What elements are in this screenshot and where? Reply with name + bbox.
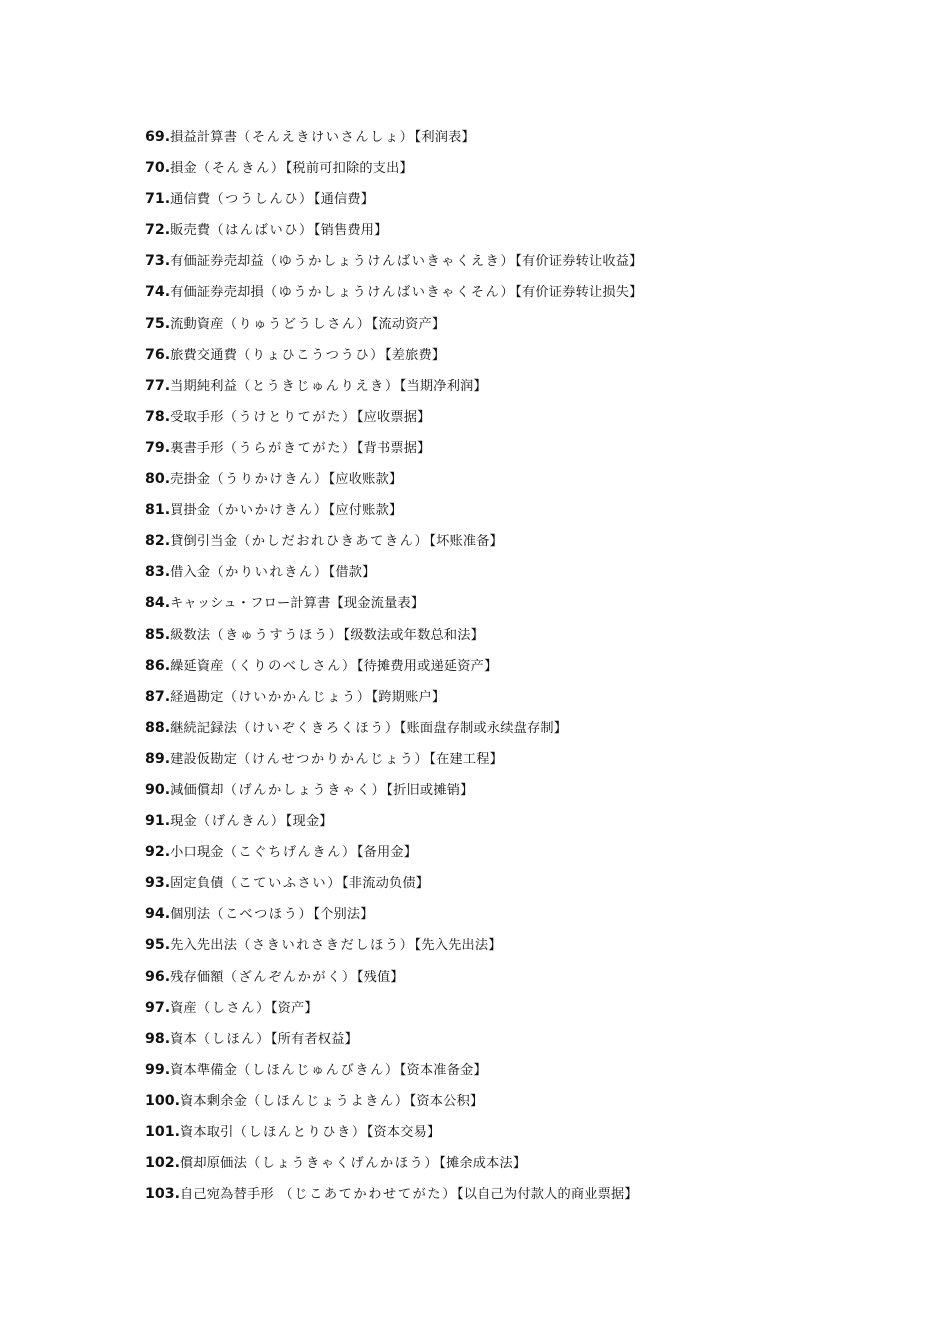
glossary-entry	[145, 279, 925, 310]
chinese-meaning: 【当期净利润】	[399, 378, 487, 394]
kana-reading: （けいぞくきろくほう）	[237, 720, 400, 736]
glossary-entry	[145, 311, 925, 342]
glossary-entry	[145, 653, 925, 684]
japanese-term: 販売費	[170, 223, 211, 239]
glossary-entry	[145, 684, 925, 715]
chinese-meaning: 【现金】	[285, 814, 333, 830]
chinese-meaning: 【有价证券转让损失】	[515, 285, 643, 301]
glossary-entry	[145, 746, 925, 777]
entry-number: 82.	[145, 533, 171, 550]
japanese-term: 流動資産	[170, 316, 224, 332]
glossary-entry	[145, 932, 925, 963]
kana-reading: （ゆうかしょうけんばいきゃくえき）	[263, 254, 516, 270]
kana-reading: （げんきん）	[196, 814, 286, 830]
kana-reading: （こていふさい）	[223, 876, 343, 892]
entry-number: 75.	[145, 315, 171, 332]
glossary-entry	[145, 1057, 925, 1088]
chinese-meaning: 【借款】	[328, 565, 376, 581]
entry-number: 69.	[145, 129, 171, 145]
glossary-entry	[145, 964, 925, 995]
chinese-meaning: 【有价证券转让收益】	[515, 254, 643, 270]
chinese-meaning: 【资本准备金】	[399, 1062, 487, 1078]
glossary-entry	[145, 248, 925, 279]
entry-number: 79.	[145, 439, 171, 456]
glossary-entry	[145, 1088, 925, 1119]
japanese-term: 自己宛為替手形	[180, 1187, 274, 1203]
chinese-meaning: 【背书票据】	[356, 440, 431, 456]
kana-reading: （ゆうかしょうけんばいきゃくそん）	[263, 285, 516, 301]
glossary-entry	[145, 435, 925, 466]
japanese-term: 減価償却	[170, 782, 224, 798]
chinese-meaning: 【摊余成本法】	[439, 1156, 527, 1172]
kana-reading: （しさん）	[196, 1000, 271, 1016]
entry-number: 92.	[145, 844, 171, 861]
entry-number: 77.	[145, 377, 171, 394]
glossary-entry	[145, 186, 925, 217]
entry-number: 80.	[145, 471, 171, 488]
chinese-meaning: 【资本交易】	[366, 1125, 441, 1140]
chinese-meaning: 【通信费】	[313, 192, 375, 208]
chinese-meaning: 【应收票据】	[356, 409, 431, 425]
japanese-term: 受取手形	[170, 409, 224, 425]
glossary-entry	[145, 1119, 925, 1150]
entry-number: 76.	[145, 346, 171, 363]
entry-number: 103.	[145, 1186, 181, 1203]
entry-number: 88.	[145, 719, 171, 736]
chinese-meaning: 【在建工程】	[429, 751, 504, 767]
glossary-entry	[145, 342, 925, 373]
kana-reading: （しほんじょうよきん）	[246, 1093, 410, 1109]
glossary-entry	[145, 155, 925, 186]
kana-reading: （かしだおれひきあてきん）	[237, 534, 430, 550]
entry-number: 89.	[145, 750, 171, 767]
entry-number: 73.	[145, 253, 171, 270]
japanese-term: 借入金	[170, 565, 211, 581]
kana-reading: （とうきじゅんりえき）	[237, 378, 400, 394]
entry-number: 72.	[145, 222, 171, 239]
kana-reading: （かりいれきん）	[210, 565, 329, 581]
japanese-term: 売掛金	[170, 472, 211, 488]
chinese-meaning: 【待摊费用或递延资产】	[356, 658, 498, 674]
entry-number: 100.	[145, 1092, 181, 1109]
chinese-meaning: 【账面盘存制或永续盘存制】	[399, 720, 568, 736]
japanese-term: 資本取引	[180, 1125, 234, 1140]
glossary-entry	[145, 1150, 925, 1181]
chinese-meaning: 【残值】	[356, 969, 404, 985]
entry-number: 81.	[145, 502, 171, 519]
entry-number: 85.	[145, 626, 171, 643]
chinese-meaning: 【先入先出法】	[414, 938, 502, 954]
japanese-term: 先入先出法	[170, 938, 238, 954]
japanese-term: 資本剰余金	[180, 1093, 247, 1109]
entry-number: 83.	[145, 564, 171, 581]
entry-number: 78.	[145, 408, 171, 425]
glossary-entry	[145, 808, 925, 839]
entry-number: 91.	[145, 813, 171, 830]
kana-reading: （げんかしょうきゃく）	[223, 782, 387, 798]
chinese-meaning: 【利润表】	[414, 130, 475, 145]
glossary-entry	[145, 870, 925, 901]
entry-number: 102.	[145, 1155, 181, 1172]
japanese-term: 現金	[170, 814, 197, 830]
kana-reading: （さきいれさきだしほう）	[237, 938, 415, 954]
glossary-entry	[145, 715, 925, 746]
entry-number: 87.	[145, 688, 171, 705]
entry-number: 93.	[145, 875, 171, 892]
kana-reading: （しほん）	[196, 1031, 271, 1047]
glossary-entry	[145, 590, 925, 621]
glossary-entry	[145, 559, 925, 590]
japanese-term: 有価証券売却益	[170, 254, 264, 270]
kana-reading: （しほんとりひき）	[233, 1125, 367, 1140]
japanese-term: 固定負債	[170, 876, 224, 892]
kana-reading: （そんえきけいさんしょ）	[237, 130, 415, 145]
kana-reading: （こべつほう）	[210, 907, 314, 923]
chinese-meaning: 【流动资产】	[371, 316, 446, 332]
chinese-meaning: 【折旧或摊销】	[386, 782, 474, 798]
kana-reading: （ざんぞんかがく）	[223, 969, 357, 985]
kana-reading: （つうしんひ）	[210, 192, 314, 208]
japanese-term: 小口現金	[170, 845, 224, 861]
glossary-entry	[145, 528, 925, 559]
japanese-term: 資本準備金	[170, 1062, 238, 1078]
entry-number: 74.	[145, 284, 171, 301]
chinese-meaning: 【销售费用】	[313, 223, 388, 239]
kana-reading: （かいかけきん）	[210, 503, 329, 519]
kana-reading: （はんばいひ）	[210, 223, 314, 239]
japanese-term: 損金	[170, 161, 197, 177]
chinese-meaning: 【资本公积】	[409, 1093, 484, 1109]
japanese-term: 償却原価法	[180, 1156, 247, 1172]
kana-reading: （りょひこうつうひ）	[237, 347, 385, 363]
kana-reading: （きゅうすうほう）	[210, 627, 344, 643]
entry-number: 101.	[145, 1124, 181, 1140]
entry-number: 97.	[145, 999, 171, 1016]
japanese-term: 資本	[170, 1031, 197, 1047]
japanese-term: 級数法	[170, 627, 211, 643]
chinese-meaning: 【现金流量表】	[330, 596, 425, 612]
kana-reading: （うりかけきん）	[210, 472, 329, 488]
japanese-term: 買掛金	[170, 503, 211, 519]
glossary-entry	[145, 466, 925, 497]
japanese-term: 建設仮勘定	[170, 751, 238, 767]
kana-reading: （けいかかんじょう）	[223, 689, 372, 705]
entry-number: 95.	[145, 937, 171, 954]
kana-reading: （うらがきてがた）	[223, 440, 357, 456]
chinese-meaning: 【所有者权益】	[270, 1031, 358, 1047]
glossary-entry	[145, 1181, 925, 1212]
glossary-entry	[145, 497, 925, 528]
japanese-term: 経過勘定	[170, 689, 224, 705]
japanese-term: 繰延資産	[170, 658, 224, 674]
japanese-term: 旅費交通費	[170, 347, 238, 363]
japanese-term: 残存価額	[170, 969, 224, 985]
chinese-meaning: 【资产】	[270, 1000, 318, 1016]
chinese-meaning: 【税前可扣除的支出】	[285, 161, 413, 177]
glossary-entry	[145, 124, 925, 155]
glossary-entry	[145, 839, 925, 870]
kana-reading: （くりのべしさん）	[223, 658, 357, 674]
japanese-term: 当期純利益	[170, 378, 238, 394]
kana-reading: （こぐちげんきん）	[223, 845, 357, 861]
chinese-meaning: 【级数法或年数总和法】	[343, 627, 485, 643]
chinese-meaning: 【跨期账户】	[371, 689, 446, 705]
glossary-entry	[145, 404, 925, 435]
entry-number: 90.	[145, 781, 171, 798]
japanese-term: 裏書手形	[170, 440, 224, 456]
kana-reading: （しほんじゅんびきん）	[237, 1062, 400, 1078]
chinese-meaning: 【应收账款】	[328, 472, 403, 488]
glossary-entry	[145, 901, 925, 932]
glossary-entry	[145, 373, 925, 404]
chinese-meaning: 【备用金】	[356, 845, 418, 861]
japanese-term: 継続記録法	[170, 720, 238, 736]
chinese-meaning: 【个别法】	[313, 907, 374, 923]
chinese-meaning: 【差旅费】	[384, 347, 446, 363]
entry-number: 70.	[145, 160, 171, 177]
glossary-entry	[145, 995, 925, 1026]
japanese-term: 貸倒引当金	[170, 534, 238, 550]
japanese-term: キャッシュ・フロー計算書	[170, 596, 331, 612]
japanese-term: 有価証券売却損	[170, 285, 264, 301]
entry-number: 98.	[145, 1030, 171, 1047]
entry-number: 96.	[145, 968, 171, 985]
chinese-meaning: 【以自己为付款人的商业票据】	[456, 1187, 638, 1203]
entry-number: 84.	[145, 595, 171, 612]
glossary-list	[145, 124, 925, 1212]
glossary-entry	[145, 777, 925, 808]
glossary-entry	[145, 217, 925, 248]
kana-reading: （けんせつかりかんじょう）	[237, 751, 430, 767]
entry-number: 94.	[145, 906, 171, 923]
chinese-meaning: 【坏账准备】	[429, 534, 504, 550]
chinese-meaning: 【非流动负债】	[342, 876, 430, 892]
japanese-term: 通信費	[170, 192, 211, 208]
japanese-term: 損益計算書	[170, 130, 238, 145]
kana-reading: （りゅうどうしさん）	[223, 316, 372, 332]
japanese-term: 個別法	[170, 907, 211, 923]
glossary-entry	[145, 622, 925, 653]
entry-number: 99.	[145, 1061, 171, 1078]
kana-reading: （じこあてかわせてがた）	[273, 1187, 457, 1203]
chinese-meaning: 【应付账款】	[328, 503, 403, 519]
entry-number: 86.	[145, 657, 171, 674]
kana-reading: （そんきん）	[196, 161, 286, 177]
kana-reading: （うけとりてがた）	[223, 409, 357, 425]
japanese-term: 資産	[170, 1000, 197, 1016]
glossary-entry	[145, 1026, 925, 1057]
kana-reading: （しょうきゃくげんかほう）	[246, 1156, 440, 1172]
entry-number: 71.	[145, 191, 171, 208]
